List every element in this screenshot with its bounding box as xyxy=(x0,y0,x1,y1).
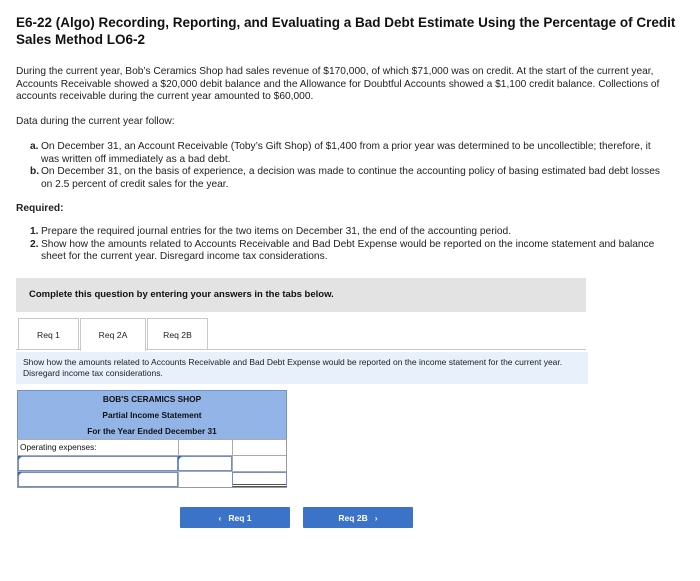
next-button-label: Req 2B xyxy=(338,512,368,523)
tab-req-1[interactable] xyxy=(18,318,79,350)
statement-name: Partial Income Statement xyxy=(102,410,202,420)
data-list xyxy=(30,141,670,191)
item-text: On December 31, on the basis of experience, a decision was made to continue the accounting policy of basing estimated bad debt losses on 2.5 percent of credit sales for the year. xyxy=(41,166,660,190)
tab-description xyxy=(16,352,588,384)
item-text: Prepare the required journal entries for the two items on December 31, the end of the accounting period. xyxy=(41,226,512,237)
required-item-1 xyxy=(30,226,670,239)
total-input[interactable] xyxy=(232,472,287,487)
tab-req-2a[interactable] xyxy=(80,318,146,351)
item-text: Show how the amounts related to Accounts Receivable and Bad Debt Expense would be reported on the income statement and balance sheet for the current year. Disregard income tax considerations. xyxy=(41,238,655,262)
prev-req-1-button[interactable] xyxy=(180,507,290,528)
empty-cell xyxy=(178,472,232,487)
data-item-a xyxy=(30,141,670,166)
company-name: BOB'S CERAMICS SHOP xyxy=(102,394,202,404)
instruction-text: Complete this question by entering your answers in the tabs below. xyxy=(29,289,334,300)
account-select[interactable] xyxy=(18,472,178,487)
chevron-right-icon: › xyxy=(374,512,378,523)
tab-label: Req 2B xyxy=(163,329,192,340)
prev-button-label: Req 1 xyxy=(228,512,252,523)
item-marker: 2. xyxy=(30,238,39,250)
required-item-2 xyxy=(30,239,670,264)
item-marker: a. xyxy=(30,141,39,152)
description-text: Show how the amounts related to Accounts Receivable and Bad Debt Expense would be reported on the income statement for the current year. Disregard income tax considerations. xyxy=(23,357,563,378)
section-label: Operating expenses: xyxy=(20,442,97,452)
problem-intro: During the current year, Bob’s Ceramics Shop had sales revenue of $170,000, of which $71,000 was on credit. At the start of the current year, Accounts Receivable showed a $20,000 debit balance and the Allowance for Doubtful Accounts showed a $1,100 credit balance. Collections of accounts receivable during the current year amounted to $60,000. xyxy=(16,66,660,102)
item-marker: 1. xyxy=(30,226,39,237)
tab-label: Req 1 xyxy=(37,329,60,340)
tab-label: Req 2A xyxy=(98,330,128,340)
section-row xyxy=(17,439,287,455)
instruction-banner xyxy=(16,278,586,312)
chevron-left-icon: ‹ xyxy=(218,512,222,523)
empty-cell xyxy=(178,440,232,455)
statement-header xyxy=(17,390,287,439)
dropdown-marker-icon xyxy=(18,456,22,460)
income-statement-table xyxy=(17,390,287,488)
statement-period: For the Year Ended December 31 xyxy=(87,426,217,436)
dropdown-marker-icon xyxy=(178,456,182,460)
next-req-2b-button[interactable] xyxy=(303,507,413,528)
account-select[interactable] xyxy=(18,456,178,471)
item-text: On December 31, an Account Receivable (Toby’s Gift Shop) of $1,400 from a prior year was determined to be uncollectible; therefore, it was written off immediately as a bad debt. xyxy=(41,141,651,165)
total-cell xyxy=(232,456,287,471)
table-row xyxy=(17,455,287,471)
amount-input[interactable] xyxy=(178,456,232,471)
tab-req-2b[interactable] xyxy=(147,318,208,350)
dropdown-marker-icon xyxy=(18,472,22,476)
required-list xyxy=(30,226,670,264)
problem-title: E6-22 (Algo) Recording, Reporting, and Evaluating a Bad Debt Estimate Using the Percentage of Credit Sales Method LO6-2 xyxy=(16,15,676,47)
empty-cell xyxy=(232,440,287,455)
table-row xyxy=(17,471,287,488)
data-intro: Data during the current year follow: xyxy=(16,116,175,127)
required-label: Required: xyxy=(16,203,64,214)
item-marker: b. xyxy=(30,166,40,177)
data-item-b xyxy=(30,166,670,191)
